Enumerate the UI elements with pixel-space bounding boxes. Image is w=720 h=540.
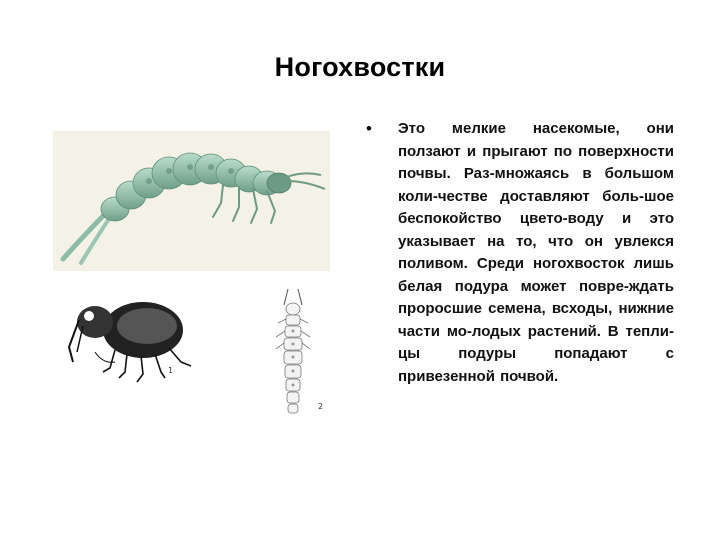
bullet-list <box>366 118 680 388</box>
white-podura-drawing <box>258 285 330 420</box>
slide-title: Ногохвостки <box>274 52 446 82</box>
figure-label-2: 2 <box>318 402 324 411</box>
globular-springtail-drawing <box>65 292 205 387</box>
springtail-illustration <box>53 131 330 271</box>
bullet-icon: • <box>366 119 372 138</box>
figure-label-1: 1 <box>168 366 174 375</box>
bullet-text: Это мелкие насекомые, они ползают и прыгают по поверхности почвы. Раз-множаясь в большом коли-честве доставляют боль-шое беспокойство цвето-воду и это указывает на то, что он увлекся поливом. Среди ногохвосток лишь белая подура может повре-ждать проросшие семена, всходы, нижние части мо-лодых растений. В тепли-цы подуры попадают с привезенной почвой. <box>398 120 674 385</box>
